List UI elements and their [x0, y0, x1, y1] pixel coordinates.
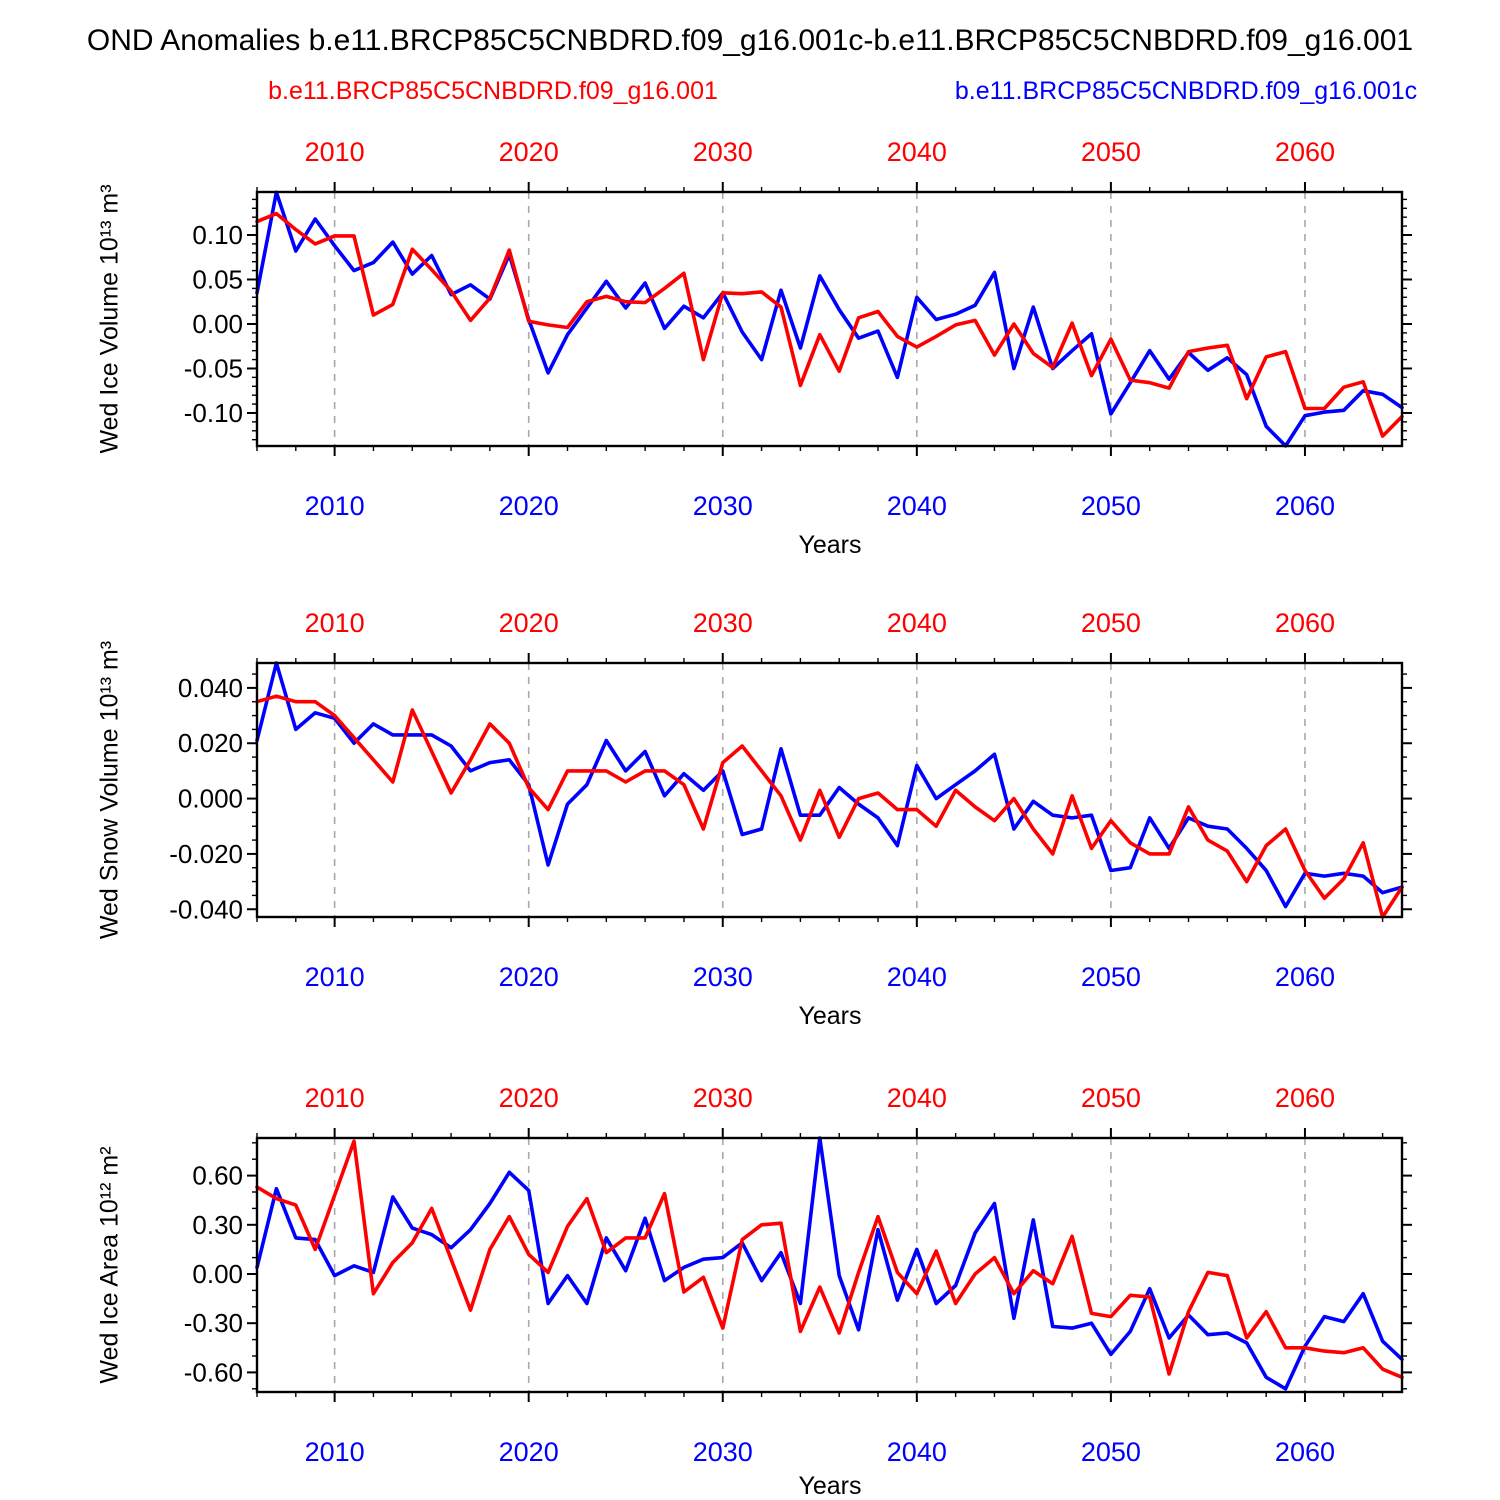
- y-tick-label: 0.30: [192, 1209, 243, 1240]
- top-year-label: 2040: [886, 1083, 947, 1113]
- x-axis-title-panel1: Years: [798, 531, 862, 559]
- bottom-year-label: 2040: [886, 1437, 947, 1467]
- y-tick-label: 0.05: [192, 264, 243, 295]
- y-tick-label: -0.040: [169, 894, 243, 925]
- top-year-label: 2020: [498, 1083, 559, 1113]
- bottom-year-label: 2030: [692, 1437, 753, 1467]
- series-line-blue: [257, 1138, 1402, 1389]
- top-year-label: 2010: [304, 1083, 365, 1113]
- top-year-label: 2030: [692, 137, 753, 167]
- y-axis-title-ice-area: Wed Ice Area 10¹² m²: [95, 1146, 124, 1384]
- top-year-label: 2050: [1080, 608, 1141, 638]
- y-tick-label: 0.10: [192, 219, 243, 250]
- y-axis-title-ice-volume: Wed Ice Volume 10¹³ m³: [95, 184, 124, 454]
- x-axis-title-panel3: Years: [798, 1472, 862, 1500]
- bottom-year-label: 2040: [886, 962, 947, 992]
- y-tick-label: 0.00: [192, 1259, 243, 1290]
- page-title: OND Anomalies b.e11.BRCP85C5CNBDRD.f09_g16.001c-b.e11.BRCP85C5CNBDRD.f09_g16.001: [86, 24, 1414, 57]
- panel-2: [169, 608, 1412, 992]
- bottom-year-label: 2060: [1274, 491, 1336, 521]
- plot-frame: [257, 1138, 1402, 1392]
- legend-entry-run001c: b.e11.BRCP85C5CNBDRD.f09_g16.001c: [954, 77, 1418, 105]
- top-year-label: 2010: [304, 608, 365, 638]
- bottom-year-label: 2020: [498, 962, 559, 992]
- top-year-label: 2060: [1274, 1083, 1336, 1113]
- bottom-year-label: 2040: [886, 491, 947, 521]
- series-line-red: [257, 1141, 1402, 1377]
- y-tick-label: -0.05: [183, 353, 243, 384]
- series-line-blue: [257, 192, 1402, 446]
- panel-3: [184, 1083, 1412, 1467]
- y-tick-label: -0.60: [183, 1357, 243, 1388]
- plot-frame: [257, 192, 1402, 446]
- bottom-year-label: 2010: [304, 491, 365, 521]
- y-tick-label: -0.10: [183, 397, 243, 428]
- series-line-red: [257, 696, 1402, 917]
- top-year-label: 2030: [692, 608, 753, 638]
- y-axis-title-snow-volume: Wed Snow Volume 10¹³ m³: [95, 640, 124, 940]
- series-line-blue: [257, 663, 1402, 907]
- bottom-year-label: 2020: [498, 1437, 559, 1467]
- top-year-label: 2060: [1274, 137, 1336, 167]
- top-year-label: 2050: [1080, 137, 1141, 167]
- bottom-year-label: 2020: [498, 491, 559, 521]
- y-tick-label: -0.020: [169, 838, 243, 869]
- bottom-year-label: 2010: [304, 962, 365, 992]
- legend-entry-run001: b.e11.BRCP85C5CNBDRD.f09_g16.001: [268, 77, 718, 105]
- y-tick-label: 0.020: [177, 728, 243, 759]
- top-year-label: 2060: [1274, 608, 1336, 638]
- top-year-label: 2040: [886, 137, 947, 167]
- bottom-year-label: 2050: [1080, 1437, 1141, 1467]
- top-year-label: 2020: [498, 608, 559, 638]
- y-tick-label: 0.000: [177, 783, 243, 814]
- bottom-year-label: 2050: [1080, 962, 1141, 992]
- x-axis-title-panel2: Years: [798, 1002, 862, 1030]
- top-year-label: 2040: [886, 608, 947, 638]
- panel-1: [184, 137, 1412, 521]
- bottom-year-label: 2010: [304, 1437, 365, 1467]
- plot-frame: [257, 663, 1402, 917]
- top-year-label: 2030: [692, 1083, 753, 1113]
- top-year-label: 2010: [304, 137, 365, 167]
- bottom-year-label: 2030: [692, 491, 753, 521]
- top-year-label: 2020: [498, 137, 559, 167]
- y-tick-label: -0.30: [183, 1308, 243, 1339]
- bottom-year-label: 2050: [1080, 491, 1141, 521]
- y-tick-label: 0.040: [177, 672, 243, 703]
- top-year-label: 2050: [1080, 1083, 1141, 1113]
- series-line-red: [257, 214, 1402, 437]
- bottom-year-label: 2060: [1274, 962, 1336, 992]
- bottom-year-label: 2060: [1274, 1437, 1336, 1467]
- y-tick-label: 0.00: [192, 308, 243, 339]
- bottom-year-label: 2030: [692, 962, 753, 992]
- y-tick-label: 0.60: [192, 1160, 243, 1191]
